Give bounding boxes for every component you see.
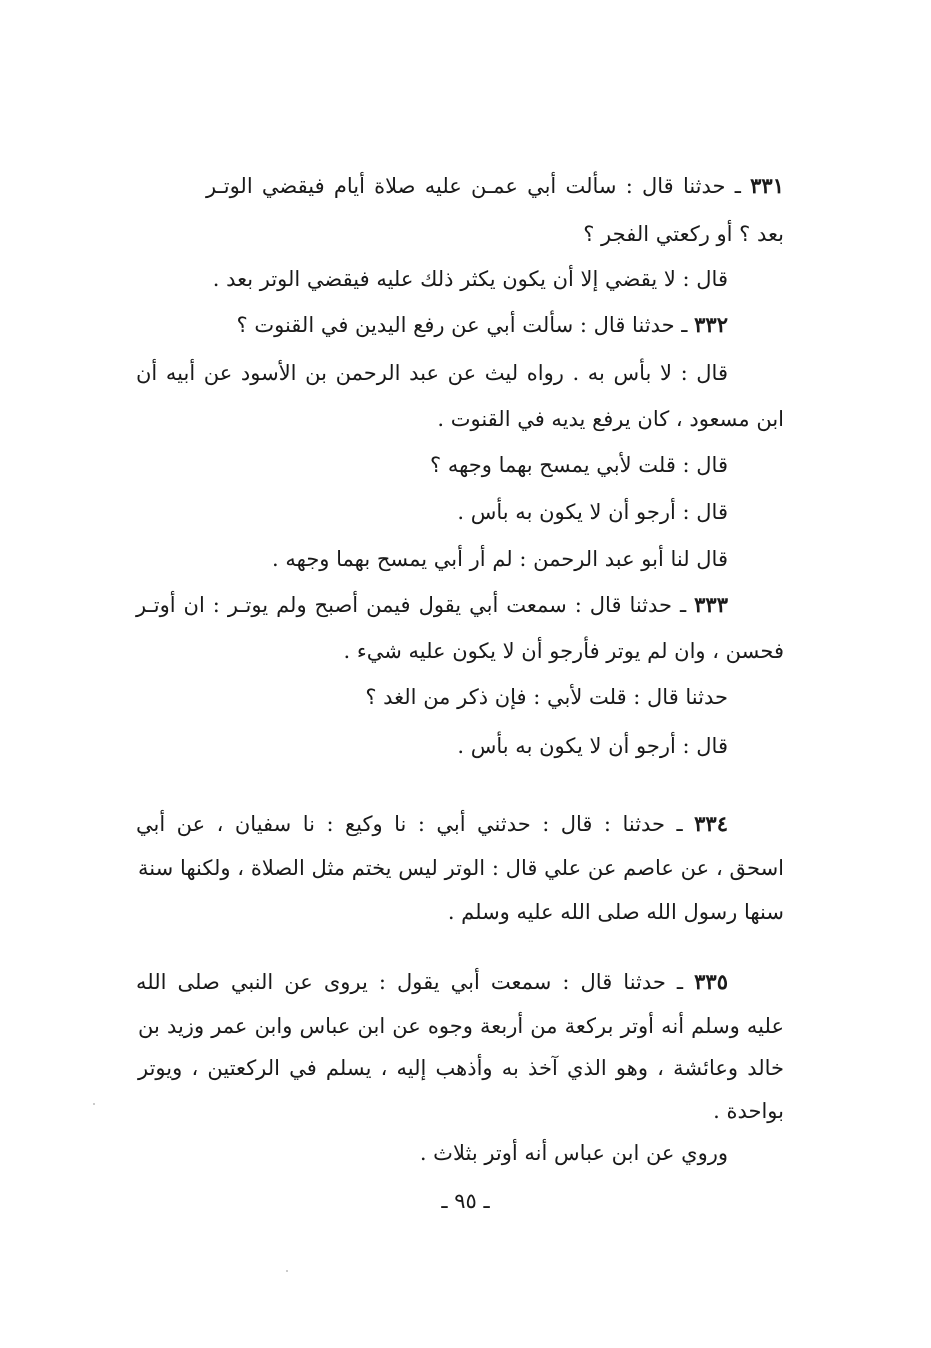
entry-332-line-3: ابن مسعود ، كان يرفع يديه في القنوت . <box>437 407 784 431</box>
entry-number: ٣٣٥ <box>694 969 728 994</box>
entry-text: ـ حدثنا : قال : حدثني أبي : نا وكيع : نا سفيان ، عن أبي <box>136 812 683 836</box>
entry-331-line-2: بعد ؟ أو ركعتي الفجر ؟ <box>583 222 784 246</box>
entry-number: ٣٣١ <box>750 173 784 198</box>
entry-332-line-1 <box>237 310 728 340</box>
entry-333-line-2: فحسن ، وان لم يوتر فأرجو أن لا يكون عليه شيء . <box>343 639 784 663</box>
entry-332-line-2: قال : لا بأس به . رواه ليث عن عبد الرحمن بن الأسود عن أبيه أن <box>136 361 728 385</box>
entry-332-line-6: قال لنا أبو عبد الرحمن : لم أر أبي يمسح بهما وجهه . <box>272 547 728 571</box>
entry-text: ـ حدثنا قال : سمعت أبي يقول : يروى عن النبي صلى الله <box>136 970 684 994</box>
scan-speck <box>286 1270 288 1272</box>
entry-number: ٣٣٤ <box>694 811 728 836</box>
entry-332-line-5: قال : أرجو أن لا يكون به بأس . <box>457 500 728 524</box>
scan-speck <box>93 1103 95 1105</box>
entry-332-line-4: قال : قلت لأبي يمسح بهما وجهه ؟ <box>430 453 728 477</box>
entry-335-line-1 <box>136 967 728 997</box>
entry-number: ٣٣٢ <box>694 312 728 337</box>
entry-335-line-3: خالد وعائشة ، وهو الذي آخذ به وأذهب إليه ، يسلم في الركعتين ، ويوتر <box>138 1056 784 1080</box>
entry-334-line-2: اسحق ، عن عاصم عن علي قال : الوتر ليس يختم مثل الصلاة ، ولكنها سنة <box>138 856 784 880</box>
entry-334-line-1 <box>136 809 728 839</box>
entry-334-line-3: سنها رسول الله صلى الله عليه وسلم . <box>447 900 784 924</box>
entry-text: ـ حدثنا قال : سمعت أبي يقول فيمن أصبح ولم يوتـر : ان أوتـر <box>136 593 687 617</box>
entry-335-line-2: عليه وسلم أنه أوتر بركعة من أربعة وجوه عن ابن عباس وابن عمر وزيد بن <box>138 1014 784 1038</box>
entry-333-line-3: حدثنا قال : قلت لأبي : فإن ذكر من الغد ؟ <box>365 685 728 709</box>
entry-333-line-1 <box>136 590 728 620</box>
entry-335-line-4: بواحدة . <box>713 1099 784 1123</box>
entry-331-line-3: قال : لا يقضي إلا أن يكون يكثر ذلك عليه فيقضي الوتر بعد . <box>212 267 728 291</box>
entry-text: ـ حدثنا قال : سألت أبي عمـن عليه صلاة أيام فيقضي الوتـر <box>206 174 741 198</box>
entry-333-line-4: قال : أرجو أن لا يكون به بأس . <box>457 734 728 758</box>
page-number: ـ ٩٥ ـ <box>441 1189 490 1213</box>
entry-number: ٣٣٣ <box>694 592 728 617</box>
entry-335-line-5: وروي عن ابن عباس أنه أوتر بثلاث . <box>419 1141 728 1165</box>
entry-331-line-1 <box>206 171 784 201</box>
entry-text: ـ حدثنا قال : سألت أبي عن رفع اليدين في القنوت ؟ <box>236 313 688 337</box>
